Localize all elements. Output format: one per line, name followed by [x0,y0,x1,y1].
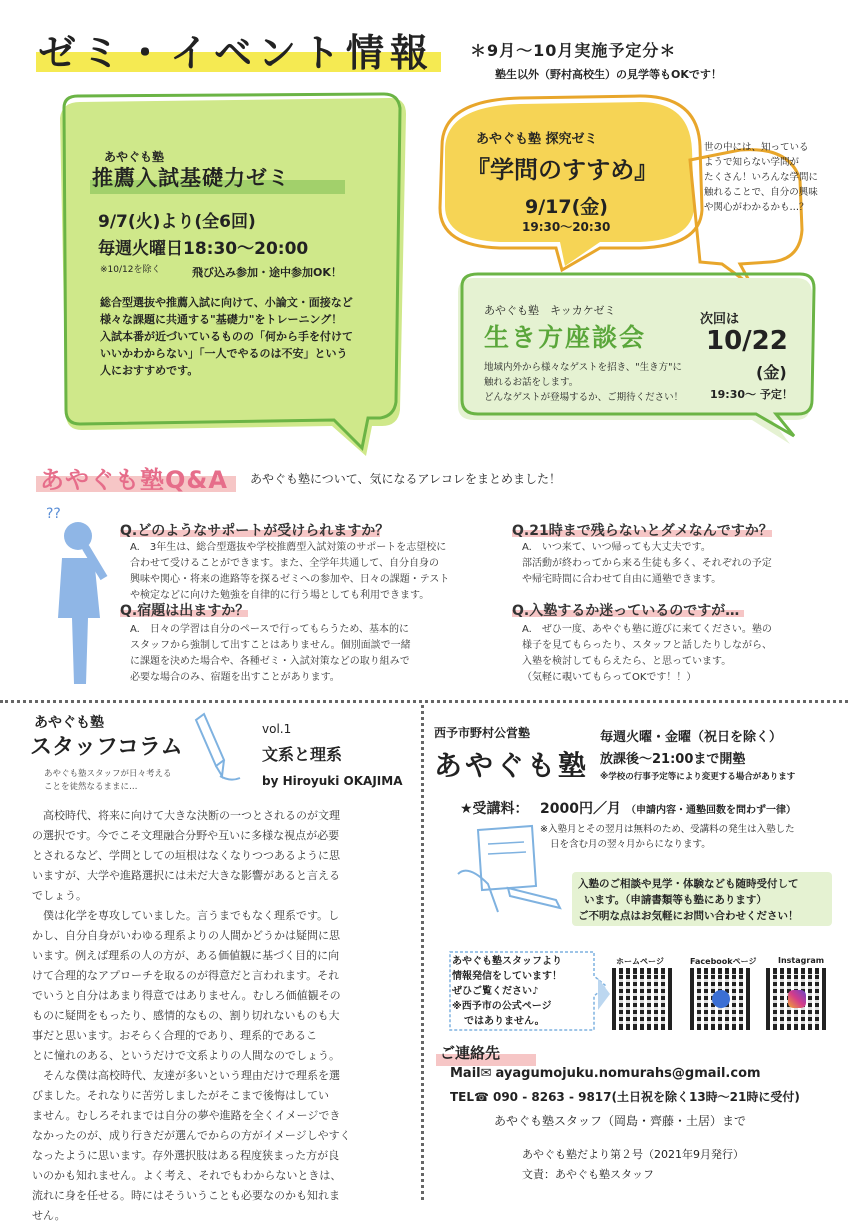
column-vol: vol.1 [262,722,292,736]
instagram-icon [788,990,806,1008]
column-title: スタッフコラム [30,735,183,760]
seminar2-time: 19:30〜20:30 [522,220,611,234]
seminar3-next-day: (金) [756,363,787,382]
school-days: 毎週火曜・金曜（祝日を除く） [600,730,783,745]
seminar3-next-date: 10/22 [706,326,788,356]
consult-text: 入塾のご相談や見学・体験なども随時受付して います。（申請書類等も塾にあります） ご不明な点はお気軽にお問い合わせください！ [578,878,799,922]
seminar1-date: 9/7(火)より(全6回) [98,212,256,232]
seminar3-next-label: 次回は [700,312,740,327]
seminar1-join: 飛び込み参加・途中参加OK！ [192,266,342,279]
qa-q4: Q.入塾するか迷っているのですが… [512,603,740,619]
seminar1-note: ※10/12を除く [100,265,161,275]
seminar1-time: 毎週火曜日18:30〜20:00 [98,239,309,259]
visitor-note: 塾生以外（野村高校生）の見学等もOKです！ [495,68,722,81]
seminar2-name: 『学問のすすめ』 [466,156,659,184]
qa-a4: A. ぜひ一度、あやぐも塾に遊びに来てください。塾の 様子を見てもらったり、スタッフと話したりしながら、 入塾を検討してもらえたら、と思っています。 （気軽に覗いてもらってOKです！！） [522,624,772,683]
column-tagline: あやぐも塾スタッフが日々考える ことを徒然なるままに… [44,769,172,792]
qa-q1: Q.どのようなサポートが受けられますか？ [120,523,390,539]
qa-a2: A. いつ来て、いつ帰っても大丈夫です。 部活動が終わってから来る生徒も多く、それぞれの予定 や帰宅時間に合わせて自由に通塾できます。 [522,542,772,585]
contact-staff: あやぐも塾スタッフ（岡島・齊藤・土居）まで [494,1114,747,1128]
tel-label: TEL☎ [450,1090,489,1104]
tel-number[interactable]: 090 - 8263 - 9817(土日祝を除く13時〜21時に受付) [492,1090,800,1104]
qa-q3: Q.宿題は出ますか？ [120,603,250,619]
column-author: by Hiroyuki OKAJIMA [262,774,403,788]
seminar1-name: 推薦入試基礎力ゼミ [92,166,290,190]
qr-label-instagram: Instagram [778,956,825,965]
mail-label: Mail✉ [450,1066,492,1081]
page-title: ゼミ・イベント情報 [38,31,435,75]
seminar3-name: 生き方座談会 [484,323,647,352]
column-org: あやぐも塾 [34,715,104,731]
column-body: 高校時代、将来に向けて大きな決断の一つとされるのが文理 の選択です。今でこそ文理融合分野や互いに多様な視点が必要 とされるなど、学問としての垣根はなくなりつつあるように思 いますが、大学や進路選択には未だ大きな影響があると言える でしょう。 僕は化学を専攻していました。言うまでもなく理系です。し かし、自分自身がいわゆる理系よりの人間かどうかは疑問に思 います。例えば理系の人の方が、ある価値観に基づく目的に向 けて合理的なアプローチを取るのが得意だと言われます。それ でいうと自分はあまり得意ではありません。むしろ価値観その ものに疑問をもったり、感情的なもの、割り切れないものも大 事だと思います。おそらく合理的であり、理系的であるこ とに憧れのある、というだけで文系よりの人間なのでしょう。 そんな僕は高校時代、友達が多いという理由だけで理系を選 びました。それなりに苦労しましたがそこまで後悔はしてい ません。むしろそれまでは自分の夢や進路を全くイメージでき なかったのが、成り行きだが選んでからの方がイメージしやすく なったように思います。存外選択肢はある程度狭まった方が良 いのかも知れません。よく考え、それでもわからないときは、 流れに身を任せる。時にはそういうことも必要なのかも知れま せん。 [32,809,351,1222]
seminar2-org: あやぐも塾 探究ゼミ [476,132,598,147]
contact-title: ご連絡先 [440,1044,501,1062]
issue-info: あやぐも塾だより第２号（2021年9月発行） [522,1148,744,1161]
seminar3-time: 19:30〜 予定！ [710,388,793,401]
seminar1-org: あやぐも塾 [104,150,165,164]
contact-tel [450,1088,800,1105]
seminar3-desc: 地域内外から様々なゲストを招き、"生き方"に 触れるお話をします。 どんなゲストが登場するか、ご期待ください！ [484,362,684,403]
qa-intro: あやぐも塾について、気になるアレコレをまとめました！ [250,472,562,486]
school-city: 西予市野村公営塾 [434,726,531,740]
thinking-person-icon [38,506,118,686]
fee-note: （申請内容・通塾回数を問わず一律） [626,805,796,816]
schedule-label: ＊9月〜10月実施予定分＊ [470,41,677,60]
editor-info: 文責：あやぐも塾スタッフ [522,1168,654,1181]
vertical-divider [421,705,424,1200]
svg-text:??: ?? [46,506,61,522]
contact-mail [450,1066,761,1081]
arrow-right-icon [596,974,612,1014]
fee-label: ★受講料： [460,801,529,817]
seminar2-date: 9/17(金) [525,196,608,218]
qr-label-home: ホームページ [616,957,664,966]
sns-text: あやぐも塾スタッフより 情報発信をしています！ ぜひご覧ください♪ ※西予市の公式ページ ではありません。 [452,956,562,1027]
school-name: あやぐも塾 [434,749,590,782]
fee-amount: 2000円／月 [540,801,621,817]
mail-address[interactable]: ayagumojuku.nomurahs@gmail.com [495,1066,761,1081]
qa-a3: A. 日々の学習は自分のペースで行ってもらうため、基本的に スタッフから強制して出すことはありません。個別面談で一緒 に課題を決めた場合や、各種ゼミ・入試対策などの取り組みで 必要な場合のみ、宿題を出すことがあります。 [130,624,411,683]
school-note: ※学校の行事予定等により変更する場合があります [600,772,796,782]
seminar3-org: あやぐも塾 キッカケゼミ [484,304,616,317]
qa-title: あやぐも塾Q&A [40,466,228,494]
seminar2-desc: 世の中には、知っている ようで知らない学問が たくさん！いろんな学問に 触れることで、自分の興味 や関心がわかるかも…？ [704,142,819,213]
fee-sub: ※入塾月とその翌月は無料のため、受講料の発生は入塾した 日を含む月の翌々月からになります。 [540,824,795,850]
writing-hand-icon [448,824,568,914]
qa-q2: Q.21時まで残らないとダメなんですか？ [512,523,773,539]
horizontal-divider [0,700,848,703]
qr-label-facebook: Facebookページ [690,957,757,966]
qr-code-home[interactable] [612,968,674,1030]
qa-a1: A. 3年生は、総合型選抜や学校推薦型入試対策のサポートを志望校に 合わせて受けることができます。また、全学年共通して、自分自身の 興味や関心・将来の進路等を探るゼミへの参加や、日々の課題・テスト や検定などに向けた勉強を自律的に行う場としても利用できます。 [130,542,450,601]
pen-icon [190,708,250,788]
school-hours: 放課後〜21:00まで開塾 [600,752,746,767]
facebook-icon [712,990,730,1008]
seminar1-desc: 総合型選抜や推薦入試に向けて、小論文・面接など 様々な課題に共通する"基礎力"をトレーニング！ 入試本番が近づいているものの「何から手を付けて いいかわからない」「一人でやるのは不安」という 人におすすめです。 [100,296,353,377]
column-subject: 文系と理系 [262,745,343,764]
